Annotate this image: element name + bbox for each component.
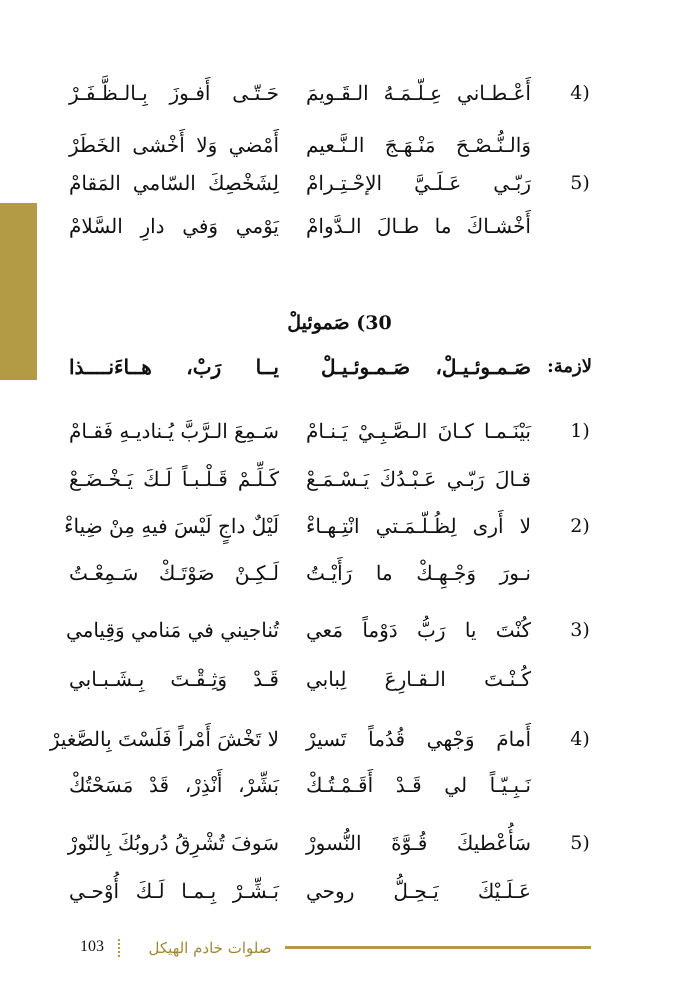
- verse-first-half: رَبّـي عَـلَـيَّ الإحْـتِـرامْ: [306, 171, 531, 195]
- verse-line: [0, 823, 679, 863]
- footer-book-title: صلوات خادم الهيكل: [148, 939, 272, 957]
- stanza-number: 2): [570, 515, 590, 537]
- verse-first-half: عَـلَـيْكَ يَـحِـلُّ روحي: [306, 879, 531, 903]
- verse-line: [0, 459, 679, 499]
- verse-first-half: سَأُعْطيكَ قُـوَّةَ النُّسورْ: [306, 831, 531, 855]
- verse-line: [0, 765, 679, 805]
- stanza-number: 3): [570, 619, 590, 641]
- verse-first-half: نـورَ وَجْـهِـكْ ما رَأَيْـتُ: [306, 561, 531, 585]
- verse-second-half: بَشِّرْ، أَنْذِرْ، قَدْ مَسَحْتُكْ: [69, 773, 279, 797]
- verse-line: [0, 659, 679, 699]
- verse-line: [0, 73, 679, 113]
- verse-second-half: حَـتّـى أَفـوزَ بِـالـظَّـفَـرْ: [69, 81, 279, 105]
- verse-second-half: لَيْلٌ داجٍ لَيْسَ فيهِ مِنْ ضِياءْ: [64, 514, 279, 538]
- verse-first-half: قـالَ رَبّـي عَـبْـدُكَ يَـسْـمَـعْ: [306, 467, 531, 491]
- verse-line: [0, 610, 679, 650]
- footer-separator: [118, 939, 120, 957]
- verse-first-half: كُنْتَ يا رَبُّ دَوْماً مَعي: [306, 618, 531, 642]
- verse-first-half: أَعْـطـاني عِـلّـمَـهُ الـقَـويمَ: [306, 81, 531, 105]
- stanza-number: 5): [570, 832, 590, 854]
- verse-second-half: لِشَخْصِكَ السّامي المَقامْ: [69, 171, 279, 195]
- verse-first-half: أَمامَ وَجْهي قُدُماً تَسيرْ: [306, 727, 531, 751]
- page-number: 103: [80, 938, 104, 955]
- verse-second-half: يَوْمي وَفي دارِ السَّلامْ: [69, 214, 279, 238]
- verse-line: [0, 719, 679, 759]
- verse-second-half: لا تَخْشَ أَمْراً فَلَسْتَ بِالصَّغيرْ: [49, 727, 279, 751]
- verse-line: [0, 411, 679, 451]
- verse-line: [0, 125, 679, 165]
- stanza-number: 1): [570, 420, 590, 442]
- refrain-first-half: صَـمـوئـيـلْ، صَـمـوئـيـلْ: [321, 355, 531, 379]
- verse-second-half: كَـلِّـمْ قَـلْـبـاً لَـكَ يَـخْـضَـعْ: [69, 467, 279, 491]
- verse-line: [0, 871, 679, 911]
- verse-first-half: أَخْشـاكَ ما طـالَ الـدَّوامْ: [306, 214, 531, 238]
- verse-first-half: لا أَرى لِظُـلّـمَـتي انْتِـهـاءْ: [306, 514, 531, 538]
- verse-second-half: قَـدْ وَثِـقْـتَ بِـشَـبـابي: [69, 667, 279, 691]
- verse-first-half: كُـنْـتَ الـقـارِعَ لِبابي: [306, 667, 531, 691]
- verse-second-half: أَمْضي وَلا أَخْشى الخَطَرْ: [69, 133, 279, 157]
- refrain-second-half: يــا رَبْ، هــاءَنــــذا: [69, 355, 279, 379]
- verse-second-half: سَـمِعَ الـرَّبَّ يُـناديـهِ فَقـامْ: [69, 419, 279, 443]
- verse-first-half: وَالـنُّـصْـحَ مَنْـهَـجَ الـنَّـعيم: [306, 133, 531, 157]
- verse-first-half: بَيْنَـمـا كـانَ الـصَّـبِـيْ يَـنـامْ: [306, 419, 531, 443]
- refrain-label: لازمة:: [547, 356, 592, 377]
- verse-line: [0, 206, 679, 246]
- verse-second-half: تُناجيني في مَنامي وَقِيامي: [65, 618, 279, 642]
- footer-rule: [285, 946, 591, 949]
- verse-first-half: نَـبِـيّـاً لي قَـدْ أَقَـمْـتُـكْ: [306, 773, 531, 797]
- stanza-number: 4): [570, 82, 590, 104]
- verse-second-half: سَوفَ تُشْرِقُ دُروبُكَ بِالنّورْ: [67, 831, 279, 855]
- verse-line: [0, 163, 679, 203]
- stanza-number: 4): [570, 728, 590, 750]
- verse-second-half: لَـكِـنْ صَوْتَـكْ سَـمِعْـتُ: [69, 561, 279, 585]
- verse-line: [0, 506, 679, 546]
- section-title: 30) صَموئيلْ: [287, 312, 392, 334]
- verse-line: [0, 553, 679, 593]
- refrain-line: [0, 347, 679, 387]
- stanza-number: 5): [570, 172, 590, 194]
- verse-second-half: بَـشِّـرْ بِـمـا لَـكَ أُوْحـي: [69, 879, 279, 903]
